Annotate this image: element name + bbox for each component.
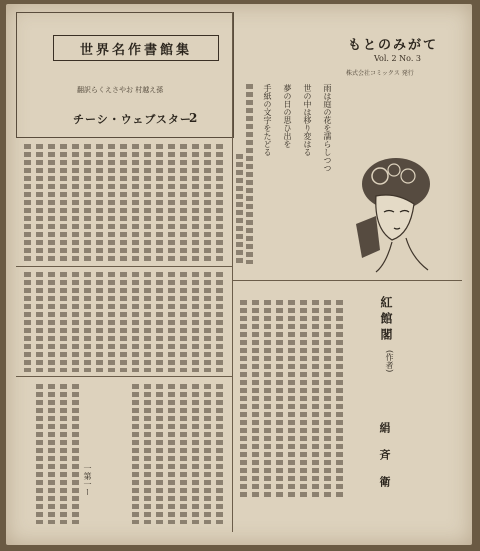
center-divider xyxy=(232,12,233,532)
magazine-title: もとのみがて xyxy=(348,38,439,53)
masthead-box xyxy=(16,12,234,138)
series-title: 世界名作書館集 xyxy=(53,35,219,61)
newspaper-page: 世界名作書館集 翻訳らくえさやお 村越え孫 チーシ・ウェブスター 2 もとのみがて Vol. 2 No. 3 株式会社コミックス 発行 一第一ー 雨は庭の花を濡らしつつ 世の中は移り変はる 夢の日の思ひ出を 手紙の文字をたどる 紅館閣 (作者) 絹 斉 衛 xyxy=(6,4,472,545)
publisher-label: 株式会社コミックス 発行 xyxy=(346,70,414,77)
article-author: 絹 斉 衛 xyxy=(378,422,391,493)
volume-label: Vol. 2 No. 3 xyxy=(374,54,421,63)
footer-mark: 一第一ー xyxy=(83,464,92,496)
left-divider-1 xyxy=(16,266,232,267)
article-subtitle: (作者) xyxy=(385,350,394,373)
left-divider-2 xyxy=(16,376,232,377)
issue-number: 2 xyxy=(189,111,198,125)
masthead-note: 翻訳らくえさやお 村越え孫 xyxy=(77,86,164,94)
right-divider xyxy=(232,280,462,281)
woman-portrait-illustration xyxy=(336,154,446,274)
article-title: 紅館閣 xyxy=(379,296,393,344)
masthead-author: チーシ・ウェブスター xyxy=(73,113,192,126)
